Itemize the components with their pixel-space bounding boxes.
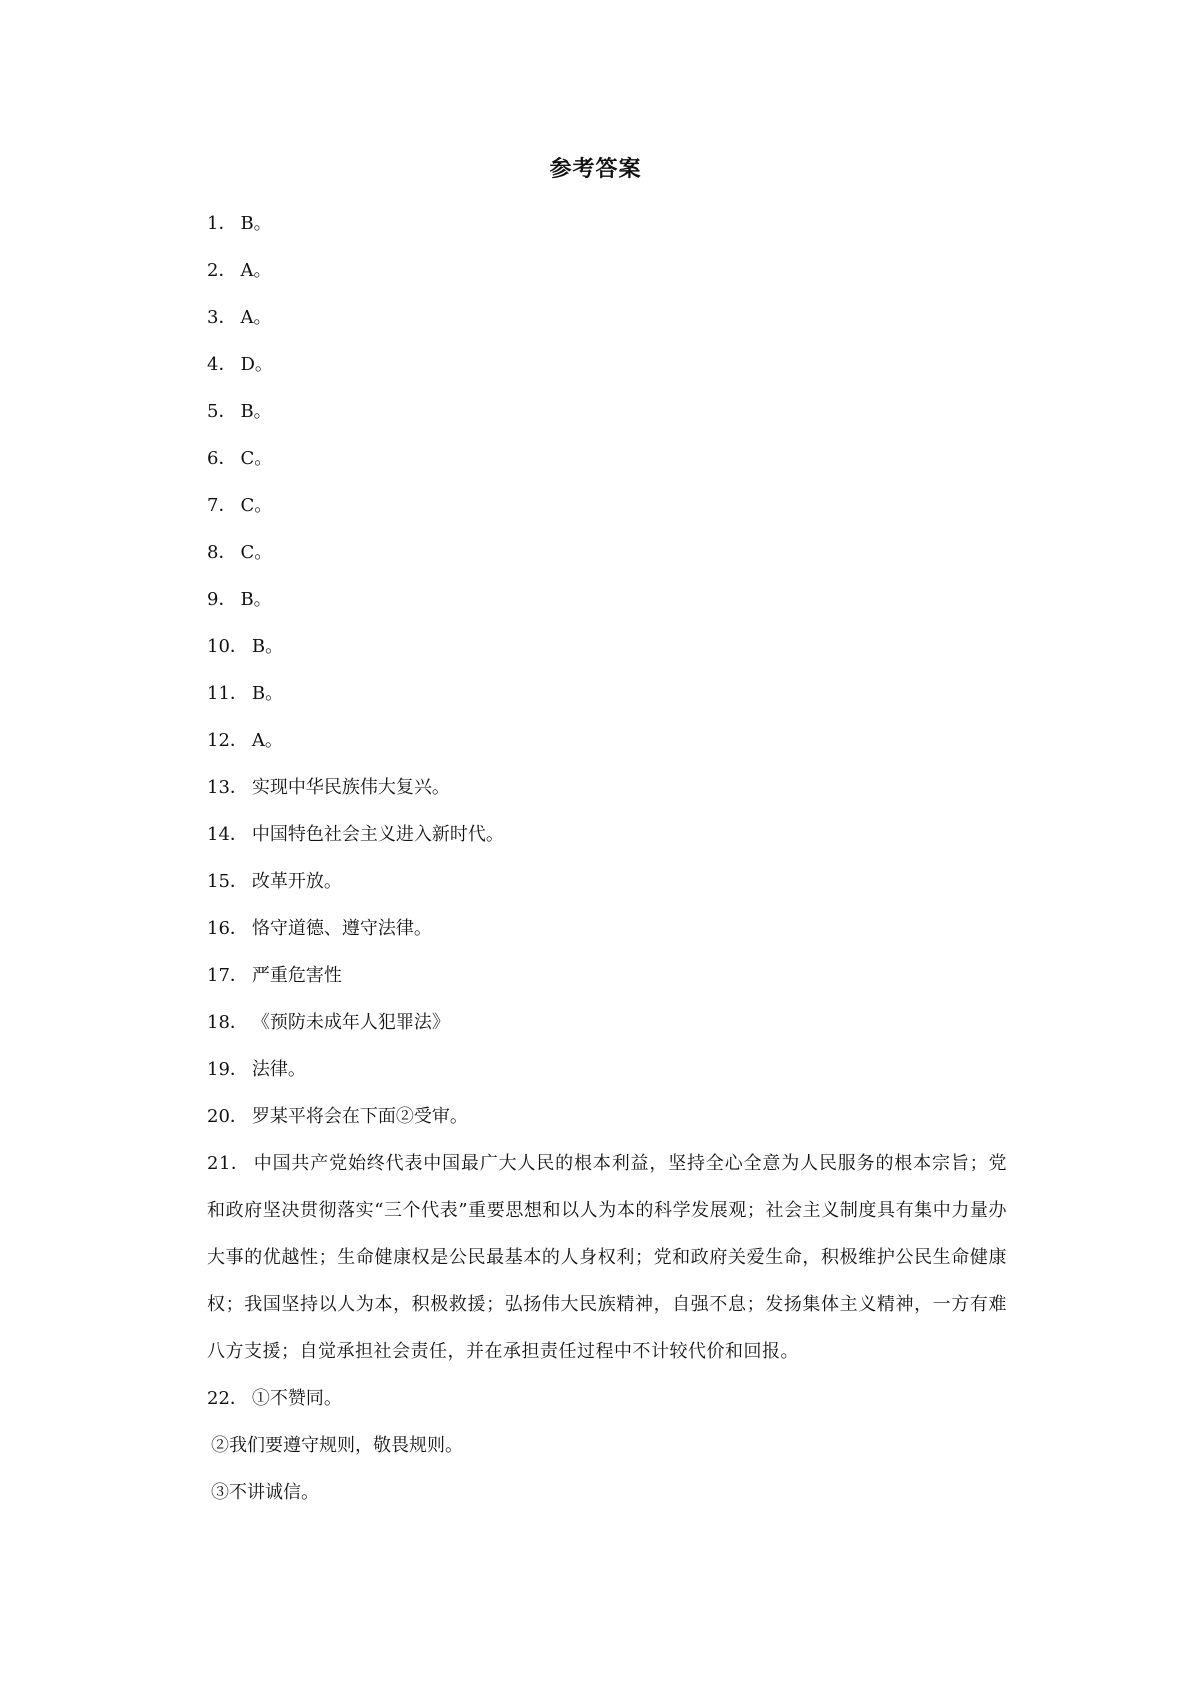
answer-number: 22． [207, 1388, 248, 1409]
answer-subitem [207, 1469, 1007, 1516]
answer-number: 7． [207, 495, 237, 516]
answer-item [207, 999, 1007, 1046]
answer-text: 恪守道德、遵守法律。 [251, 918, 432, 939]
answer-item [207, 200, 1007, 247]
answer-item [207, 482, 1007, 529]
answer-item [207, 717, 1007, 764]
answer-number: 8． [207, 542, 237, 563]
answer-number: 14． [207, 824, 248, 845]
answer-text: B。 [240, 213, 272, 234]
answer-number: 2． [207, 260, 237, 281]
page-title: 参考答案 [549, 157, 642, 182]
answer-number: 1． [207, 213, 237, 234]
answer-number: 6． [207, 448, 237, 469]
answer-item [207, 388, 1007, 435]
answer-item [207, 529, 1007, 576]
answer-number: 19． [207, 1059, 248, 1080]
answer-text: B。 [251, 683, 284, 704]
answer-text: ①不赞同。 [251, 1388, 342, 1409]
answer-number: 16． [207, 918, 248, 939]
answer-number: 3． [207, 307, 237, 328]
answer-text: A。 [240, 260, 272, 281]
answer-text: D。 [240, 354, 273, 375]
answer-number: 15． [207, 871, 248, 892]
answer-item [207, 623, 1007, 670]
answer-number: 5． [207, 401, 237, 422]
answer-item [207, 764, 1007, 811]
answer-text: A。 [240, 307, 272, 328]
answer-text: 《预防未成年人犯罪法》 [251, 1012, 450, 1033]
answer-text: ③不讲诚信。 [211, 1482, 319, 1503]
answer-number: 20． [207, 1106, 248, 1127]
answer-item [207, 670, 1007, 717]
answer-number: 9． [207, 589, 237, 610]
answer-text: A。 [251, 730, 283, 751]
answer-text: B。 [240, 401, 272, 422]
answer-text: 中国特色社会主义进入新时代。 [251, 824, 504, 845]
answer-item [207, 858, 1007, 905]
answer-text: 改革开放。 [251, 871, 342, 892]
answer-item [207, 905, 1007, 952]
answer-subitem [207, 1422, 1007, 1469]
answer-item [207, 1046, 1007, 1093]
answer-text: 罗某平将会在下面②受审。 [251, 1106, 468, 1127]
answer-number: 21． [207, 1153, 250, 1174]
answer-number: 11． [207, 683, 248, 704]
answer-text: 法律。 [251, 1059, 306, 1080]
answer-number: 18． [207, 1012, 248, 1033]
answer-text: 实现中华民族伟大复兴。 [251, 777, 450, 798]
answer-number: 4． [207, 354, 237, 375]
answer-item [207, 1375, 1007, 1422]
answer-item-long [207, 1140, 1007, 1375]
answer-text: C。 [240, 542, 273, 563]
answer-number: 10． [207, 636, 248, 657]
answer-item [207, 247, 1007, 294]
answer-text: B。 [251, 636, 284, 657]
answer-list [207, 200, 1007, 1516]
answer-text: 严重危害性 [251, 965, 342, 986]
answer-text: ②我们要遵守规则，敬畏规则。 [211, 1435, 463, 1456]
answer-text: C。 [240, 448, 273, 469]
answer-number: 13． [207, 777, 248, 798]
answer-item [207, 435, 1007, 482]
answer-item [207, 294, 1007, 341]
answer-number: 17． [207, 965, 248, 986]
answer-item [207, 576, 1007, 623]
answer-item [207, 811, 1007, 858]
answer-text: B。 [240, 589, 272, 610]
answer-item [207, 1093, 1007, 1140]
answer-number: 12． [207, 730, 248, 751]
answer-text: 中国共产党始终代表中国最广大人民的根本利益，坚持全心全意为人民服务的根本宗旨；党和政府坚决贯彻落实“三个代表”重要思想和以人为本的科学发展观；社会主义制度具有集中力量办大事的优越性；生命健康权是公民最基本的人身权利；党和政府关爱生命，积极维护公民生命健康权；我国坚持以人为本，积极救援；弘扬伟大民族精神，自强不息；发扬集体主义精神，一方有难八方支援；自觉承担社会责任，并在承担责任过程中不计较代价和回报。 [207, 1153, 1007, 1362]
answer-text: C。 [240, 495, 273, 516]
answer-item [207, 952, 1007, 999]
answer-item [207, 341, 1007, 388]
